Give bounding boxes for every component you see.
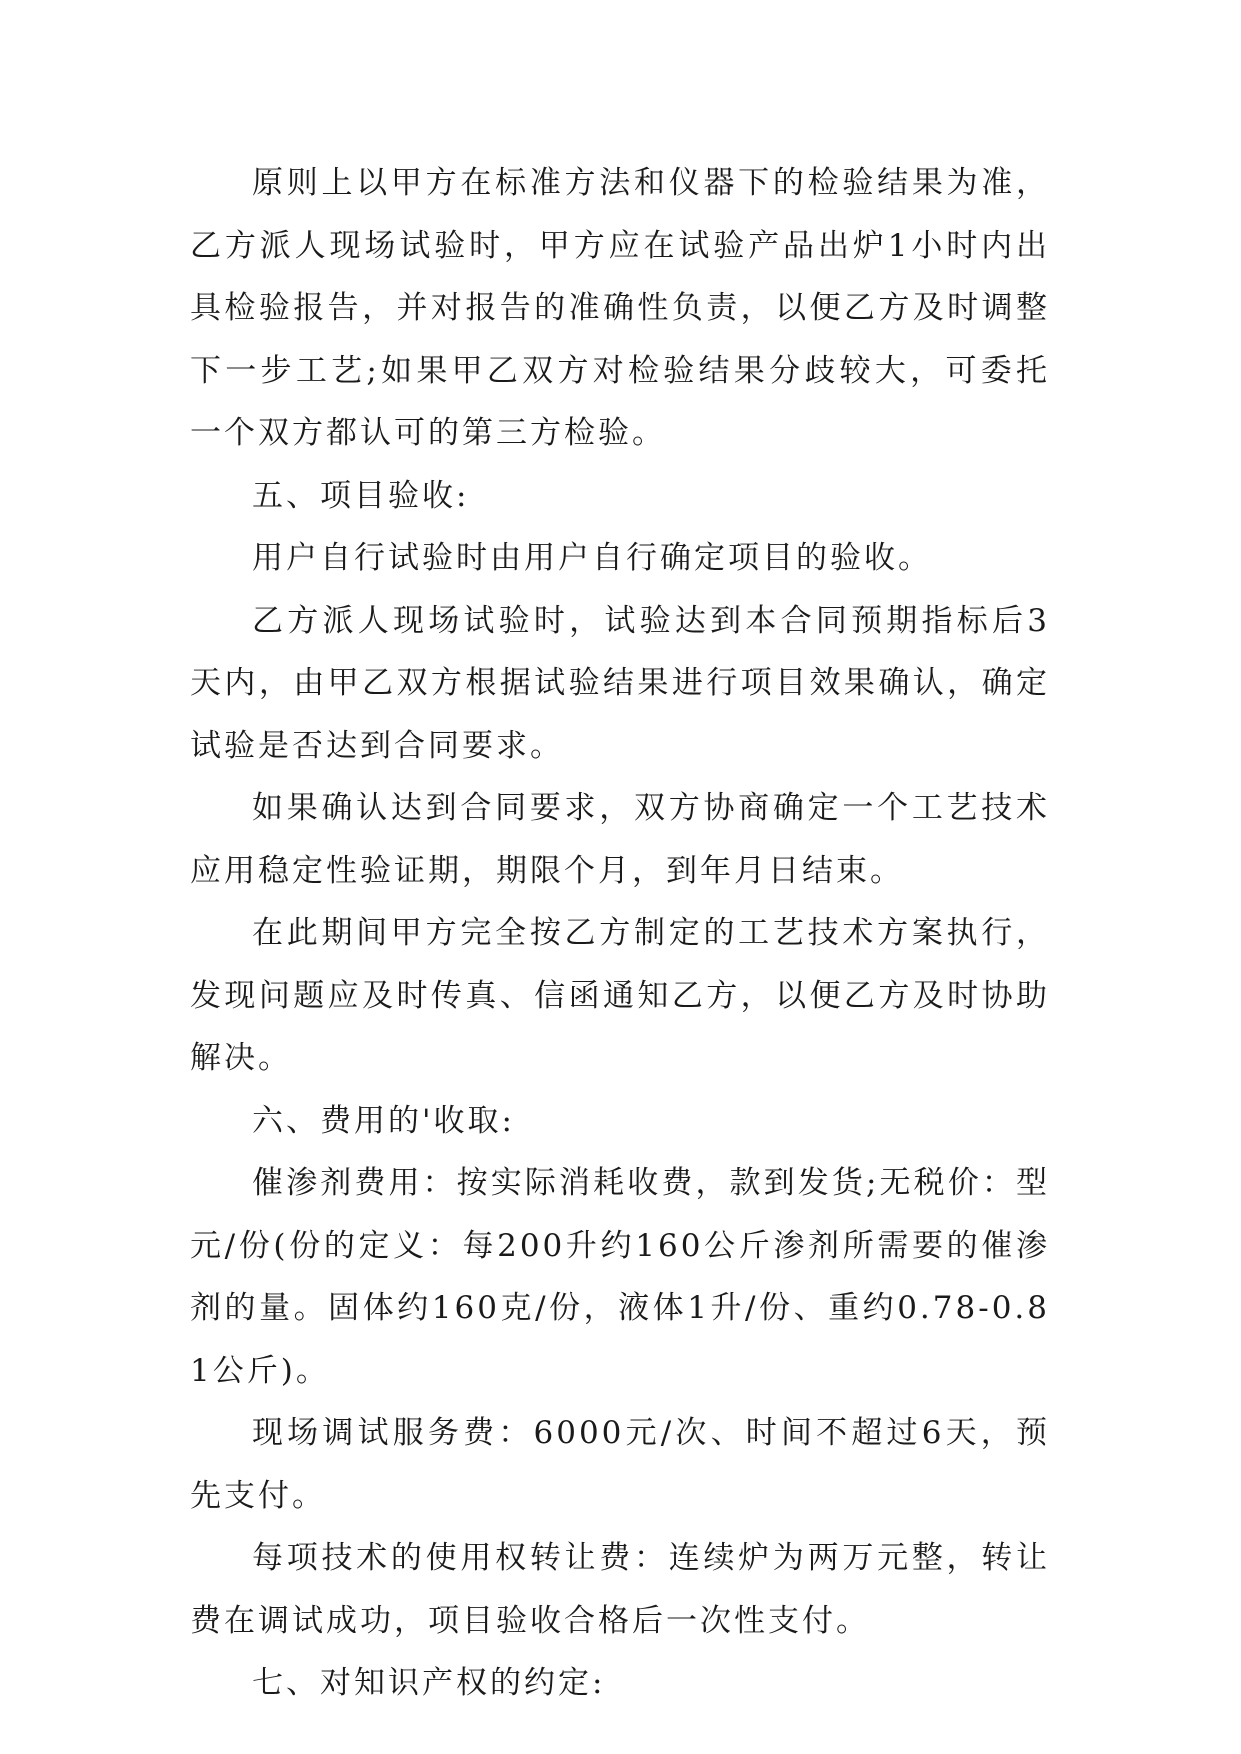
heading-fee-collection: 六、费用的'收取: bbox=[252, 1102, 515, 1139]
document-page bbox=[190, 152, 1050, 1715]
paragraph-onsite-trial: 乙方派人现场试验时，试验达到本合同预期指标后3天内，由甲乙双方根据试验结果进行项目效果确认，确定试验是否达到合同要求。 bbox=[190, 602, 1050, 764]
paragraph-execution-period: 在此期间甲方完全按乙方制定的工艺技术方案执行，发现问题应及时传真、信函通知乙方，以便乙方及时协助解决。 bbox=[190, 915, 1050, 1076]
paragraph-verification-period: 如果确认达到合同要求，双方协商确定一个工艺技术应用稳定性验证期，期限个月，到年月日结束。 bbox=[190, 790, 1050, 889]
heading-intellectual-property: 七、对知识产权的约定: bbox=[252, 1665, 606, 1701]
paragraph-inspection-result: 原则上以甲方在标准方法和仪器下的检验结果为准，乙方派人现场试验时，甲方应在试验产品出炉1小时内出具检验报告，并对报告的准确性负责，以便乙方及时调整下一步工艺;如果甲乙双方对检验结果分歧较大，可委托一个双方都认可的第三方检验。 bbox=[190, 165, 1050, 451]
paragraph-transfer-fee: 每项技术的使用权转让费：连续炉为两万元整，转让费在调试成功，项目验收合格后一次性支付。 bbox=[190, 1540, 1050, 1639]
paragraph-service-fee: 现场调试服务费：6000元/次、时间不超过6天，预先支付。 bbox=[190, 1415, 1050, 1514]
paragraph-user-acceptance: 用户自行试验时由用户自行确定项目的验收。 bbox=[252, 540, 932, 576]
heading-project-acceptance: 五、项目验收: bbox=[252, 477, 470, 514]
paragraph-catalyst-fee: 催渗剂费用：按实际消耗收费，款到发货;无税价：型元/份(份的定义：每200升约160公斤渗剂所需要的催渗剂的量。固体约160克/份，液体1升/份、重约0.78-0.81公斤)。 bbox=[190, 1165, 1050, 1389]
